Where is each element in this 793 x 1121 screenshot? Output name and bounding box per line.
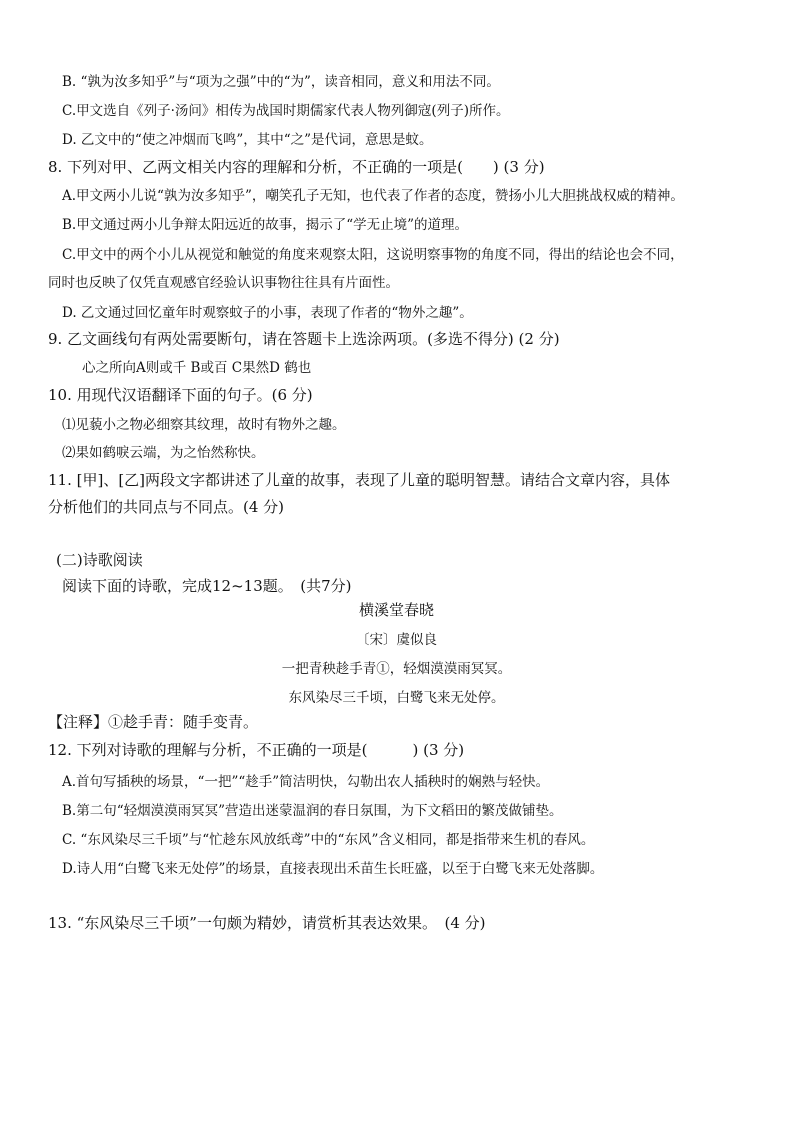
option-12d: D.诗人用“白鹭飞来无处停”的场景，直接表现出禾苗生长旺盛，以至于白鹭飞来无处落脚。	[62, 861, 604, 877]
option-12a: A.首句写插秧的场景，“一把”“趁手”简洁明快，勾勒出农人插秧时的娴熟与轻快。	[62, 774, 550, 790]
question-13: 13. “东风染尽三千顷”一句颇为精妙，请赏析其表达效果。 (4 分)	[48, 914, 486, 932]
question-9: 9. 乙文画线句有两处需要断句，请在答题卡上选涂两项。(多选不得分) (2 分)	[48, 330, 560, 348]
poem-line-1: 一把青秧趁手青①，轻烟漠漠雨冥冥。	[281, 661, 512, 677]
question-10: 10. 用现代汉语翻译下面的句子。(6 分)	[48, 386, 313, 404]
section-intro: 阅读下面的诗歌，完成12~13题。 (共7分)	[62, 577, 352, 595]
poem-note: 【注释】①趁手青：随手变青。	[48, 713, 259, 731]
sentence-9: 心之所向A则或千 B或百 C果然D 鹤也	[82, 360, 312, 376]
sentence-10-2: ⑵果如鹤唳云端，为之怡然称快。	[62, 445, 265, 461]
option-7b: B. “孰为汝多知乎”与“项为之强”中的“为”，读音相同，意义和用法不同。	[62, 74, 500, 90]
option-7d: D. 乙文中的“使之冲烟而飞鸣”，其中“之”是代词，意思是蚊。	[62, 132, 433, 148]
question-12: 12. 下列对诗歌的理解与分析，不正确的一项是( ) (3 分)	[48, 741, 465, 759]
option-8c-line2: 同时也反映了仅凭直观感官经验认识事物往往具有片面性。	[48, 275, 399, 291]
option-8c-line1: C.甲文中的两个小儿从视觉和触觉的角度来观察太阳，这说明察事物的角度不同，得出的结论也会不同，	[62, 247, 684, 263]
option-8d: D. 乙文通过回忆童年时观察蚊子的小事，表现了作者的“物外之趣”。	[62, 305, 473, 321]
poem-author: 〔宋〕虞似良	[356, 632, 437, 648]
option-7c: C.甲文选自《列子·汤问》相传为战国时期儒家代表人物列御寇(列子)所作。	[62, 103, 510, 119]
question-11-line1: 11. [甲]、[乙]两段文字都讲述了儿童的故事，表现了儿童的聪明智慧。请结合文章内容，具体	[48, 471, 671, 489]
option-12c: C. “东风染尽三千顷”与“忙趁东风放纸鸢”中的“东风”含义相同，都是指带来生机的春风。	[62, 832, 595, 848]
poem-line-2: 东风染尽三千顷，白鹭飞来无处停。	[288, 690, 505, 706]
section-heading: (二)诗歌阅读	[56, 551, 143, 569]
sentence-10-1: ⑴见藐小之物必细察其纹理，故时有物外之趣。	[62, 417, 346, 433]
option-12b: B.第二句“轻烟漠漠雨冥冥”营造出迷蒙温润的春日氛围，为下文稻田的繁茂做铺垫。	[62, 803, 563, 819]
question-11-line2: 分析他们的共同点与不同点。(4 分)	[48, 498, 285, 516]
option-8b: B.甲文通过两小儿争辩太阳远近的故事，揭示了“学无止境”的道理。	[62, 217, 469, 233]
poem-title: 横溪堂春晓	[358, 601, 434, 619]
option-8a: A.甲文两小儿说“孰为汝多知乎”，嘲笑孔子无知，也代表了作者的态度，赞扬小儿大胆挑战权威的精神。	[62, 188, 684, 204]
question-8: 8. 下列对甲、乙两文相关内容的理解和分析，不正确的一项是( ) (3 分)	[48, 158, 545, 176]
